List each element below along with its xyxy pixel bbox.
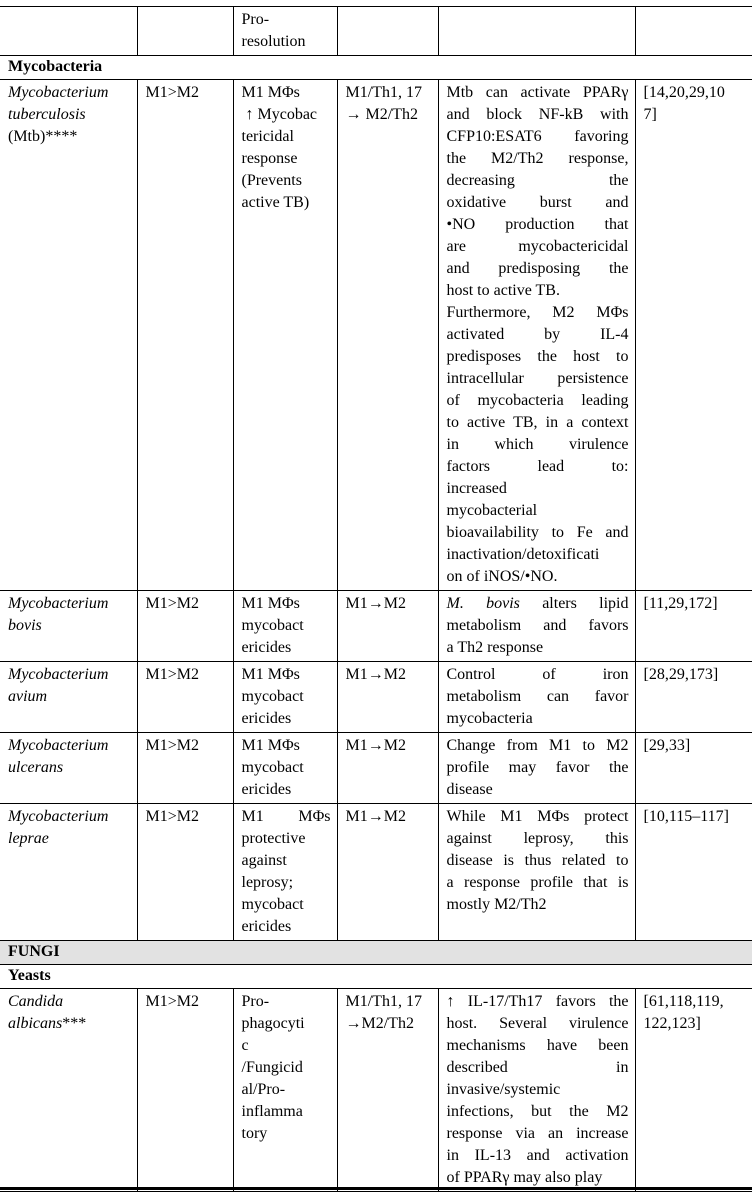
organism-cell bbox=[0, 733, 137, 804]
profile-shift-cell bbox=[337, 662, 438, 733]
table-row bbox=[0, 989, 752, 1192]
cell-line: M1 MΦs bbox=[241, 666, 300, 683]
cell-line: M1→M2 bbox=[345, 808, 406, 825]
cell-line: CFP10:ESAT6 favoring bbox=[446, 128, 629, 145]
cell-line: of mycobacteria leading bbox=[446, 392, 629, 409]
cell-line: mycobact bbox=[241, 617, 304, 634]
cell-line: (Prevents bbox=[241, 172, 302, 189]
cell-line: mycobacterial bbox=[446, 502, 538, 519]
macrophage-response-cell bbox=[233, 804, 337, 941]
cell-line: and predisposing the bbox=[446, 260, 629, 277]
cell-line: [29,33] bbox=[643, 737, 691, 754]
profile-shift-cell bbox=[337, 804, 438, 941]
section-header-yeasts: Yeasts bbox=[0, 965, 752, 989]
profile-shift-cell bbox=[337, 733, 438, 804]
cell-line: [14,20,29,10 bbox=[643, 84, 725, 101]
table-row bbox=[0, 7, 752, 56]
cell-line: c bbox=[241, 1037, 249, 1054]
cell-line: mycobacteria bbox=[446, 710, 533, 727]
cell-line: M1→M2 bbox=[345, 595, 406, 612]
cell-line: Pro- bbox=[241, 11, 270, 28]
profile-shift-cell bbox=[337, 591, 438, 662]
cell-line: [10,115–117] bbox=[643, 808, 729, 825]
cell-line: leprae bbox=[8, 830, 49, 847]
macrophage-response-cell bbox=[233, 80, 337, 591]
cell-line: [11,29,172] bbox=[643, 595, 718, 612]
table-row bbox=[0, 591, 752, 662]
cell-line: bioavailability to Fe and bbox=[446, 524, 629, 541]
cell-line: response via an increase bbox=[446, 1125, 629, 1142]
cell-line: Mycobacterium bbox=[8, 595, 109, 612]
mechanism-description-cell bbox=[438, 7, 635, 56]
cell-line: mycobact bbox=[241, 688, 304, 705]
cell-line: bovis bbox=[8, 617, 42, 634]
references-cell bbox=[635, 7, 752, 56]
references-cell bbox=[635, 804, 752, 941]
cell-line: described in bbox=[446, 1059, 629, 1076]
cell-line: ↑ IL-17/Th17 favors the bbox=[446, 993, 629, 1010]
cell-line: (Mtb)**** bbox=[8, 128, 78, 145]
cell-line: 122,123] bbox=[643, 1015, 701, 1032]
cell-line: Furthermore, M2 MΦs bbox=[446, 304, 629, 321]
macrophage-response-cell bbox=[233, 7, 337, 56]
cell-line: of PPARγ may also play bbox=[446, 1169, 603, 1186]
cell-line: infections, but the M2 bbox=[446, 1103, 629, 1120]
macrophage-response-cell bbox=[233, 733, 337, 804]
organism-cell bbox=[0, 80, 137, 591]
cell-line: Mycobacterium bbox=[8, 737, 109, 754]
cell-line: /Fungicid bbox=[241, 1059, 303, 1076]
cell-line: host to active TB. bbox=[446, 282, 560, 299]
cell-line: a Th2 response bbox=[446, 639, 544, 656]
cell-line: ↑ Mycobac bbox=[241, 106, 318, 123]
cell-line: ericides bbox=[241, 781, 292, 798]
cell-line: M1 MΦs bbox=[241, 737, 300, 754]
m1-m2-balance-cell bbox=[137, 591, 233, 662]
cell-line: activated by IL-4 bbox=[446, 326, 629, 343]
cell-line: mycobact bbox=[241, 896, 304, 913]
cell-line: M1 MΦs bbox=[241, 84, 300, 101]
cell-line: 7] bbox=[643, 106, 657, 123]
cell-line: M1>M2 bbox=[145, 84, 199, 101]
cell-line: →M2/Th2 bbox=[345, 1015, 414, 1032]
m1-m2-balance-cell bbox=[137, 733, 233, 804]
cell-line: M. bovis alters lipid bbox=[446, 595, 629, 612]
cell-line: M1>M2 bbox=[145, 808, 199, 825]
m1-m2-balance-cell bbox=[137, 804, 233, 941]
cell-line: Mycobacterium bbox=[8, 666, 109, 683]
organism-cell bbox=[0, 591, 137, 662]
cell-line: Mtb can activate PPARγ bbox=[446, 84, 629, 101]
macrophage-response-cell bbox=[233, 591, 337, 662]
cell-line: in IL-13 and activation bbox=[446, 1147, 629, 1164]
cell-line: ericides bbox=[241, 710, 292, 727]
references-cell bbox=[635, 662, 752, 733]
cell-line: response bbox=[241, 150, 298, 167]
cell-line: inactivation/detoxificati bbox=[446, 546, 600, 563]
m1-m2-balance-cell bbox=[137, 662, 233, 733]
cell-line: M1>M2 bbox=[145, 666, 199, 683]
section-row bbox=[0, 965, 752, 989]
cell-line: and block NF-kB with bbox=[446, 106, 629, 123]
profile-shift-cell bbox=[337, 80, 438, 591]
cell-line: leprosy; bbox=[241, 874, 294, 891]
cell-line: predisposes the host to bbox=[446, 348, 629, 365]
cell-line: disease bbox=[446, 781, 493, 798]
mechanism-description-cell bbox=[438, 804, 635, 941]
organism-cell bbox=[0, 662, 137, 733]
table-row bbox=[0, 804, 752, 941]
cell-line: tory bbox=[241, 1125, 268, 1142]
cell-line: active TB) bbox=[241, 194, 310, 211]
table-bottom-rule bbox=[0, 1187, 752, 1190]
section-header-mycobacteria: Mycobacteria bbox=[0, 56, 752, 80]
organism-cell bbox=[0, 7, 137, 56]
m1-m2-balance-cell bbox=[137, 989, 233, 1192]
cell-line: While M1 MΦs protect bbox=[446, 808, 629, 825]
cell-line: oxidative burst and bbox=[446, 194, 629, 211]
cell-line: protective bbox=[241, 830, 306, 847]
cell-line: M1 MΦs bbox=[241, 595, 300, 612]
cell-line: the M2/Th2 response, bbox=[446, 150, 629, 167]
cell-line: ericides bbox=[241, 918, 292, 935]
cell-line: albicans*** bbox=[8, 1015, 87, 1032]
cell-line: host. Several virulence bbox=[446, 1015, 629, 1032]
macrophage-response-cell bbox=[233, 989, 337, 1192]
cell-line: M1→M2 bbox=[345, 737, 406, 754]
cell-line: on of iNOS/•NO. bbox=[446, 568, 558, 585]
cell-line: against bbox=[241, 852, 287, 869]
cell-line: M1>M2 bbox=[145, 737, 199, 754]
references-cell bbox=[635, 989, 752, 1192]
section-header-fungi: FUNGI bbox=[0, 941, 752, 965]
cell-line: a response profile that is bbox=[446, 874, 629, 891]
cell-line: M1→M2 bbox=[345, 666, 406, 683]
cell-line: increased bbox=[446, 480, 507, 497]
references-cell bbox=[635, 80, 752, 591]
section-row bbox=[0, 941, 752, 965]
cell-line: M1/Th1, 17 bbox=[345, 84, 422, 101]
cell-line: to active TB, in a context bbox=[446, 414, 629, 431]
m1-m2-balance-cell bbox=[137, 7, 233, 56]
table-row bbox=[0, 80, 752, 591]
cell-line: profile may favor the bbox=[446, 759, 629, 776]
pathogen-macrophage-table bbox=[0, 6, 752, 1192]
cell-line: mechanisms have been bbox=[446, 1037, 629, 1054]
cell-line: decreasing the bbox=[446, 172, 629, 189]
cell-line: → M2/Th2 bbox=[345, 106, 418, 123]
m1-m2-balance-cell bbox=[137, 80, 233, 591]
cell-line: tuberculosis bbox=[8, 106, 86, 123]
cell-line: inflamma bbox=[241, 1103, 303, 1120]
mechanism-description-cell bbox=[438, 733, 635, 804]
cell-line: avium bbox=[8, 688, 48, 705]
cell-line: [28,29,173] bbox=[643, 666, 719, 683]
cell-line: Control of iron bbox=[446, 666, 629, 683]
references-cell bbox=[635, 591, 752, 662]
references-cell bbox=[635, 733, 752, 804]
cell-line: phagocyti bbox=[241, 1015, 305, 1032]
profile-shift-cell bbox=[337, 989, 438, 1192]
cell-line: mostly M2/Th2 bbox=[446, 896, 547, 913]
cell-line: ericides bbox=[241, 639, 292, 656]
cell-line: [61,118,119, bbox=[643, 993, 724, 1010]
cell-line: are mycobactericidal bbox=[446, 238, 629, 255]
cell-line: disease is thus related to bbox=[446, 852, 629, 869]
table-row bbox=[0, 733, 752, 804]
cell-line: Change from M1 to M2 bbox=[446, 737, 629, 754]
cell-line: against leprosy, this bbox=[446, 830, 629, 847]
cell-line: invasive/systemic bbox=[446, 1081, 561, 1098]
macrophage-response-cell bbox=[233, 662, 337, 733]
cell-line: metabolism can favor bbox=[446, 688, 629, 705]
cell-line: mycobact bbox=[241, 759, 304, 776]
cell-line: Mycobacterium bbox=[8, 808, 109, 825]
cell-line: •NO production that bbox=[446, 216, 629, 233]
mechanism-description-cell bbox=[438, 662, 635, 733]
cell-line: M1 MΦs bbox=[241, 808, 331, 825]
mechanism-description-cell bbox=[438, 591, 635, 662]
mechanism-description-cell bbox=[438, 80, 635, 591]
cell-line: resolution bbox=[241, 33, 306, 50]
cell-line: Mycobacterium bbox=[8, 84, 109, 101]
profile-shift-cell bbox=[337, 7, 438, 56]
cell-line: Pro- bbox=[241, 993, 270, 1010]
cell-line: Candida bbox=[8, 993, 64, 1010]
cell-line: M1>M2 bbox=[145, 595, 199, 612]
table-row bbox=[0, 662, 752, 733]
organism-cell bbox=[0, 989, 137, 1192]
cell-line: tericidal bbox=[241, 128, 294, 145]
mechanism-description-cell bbox=[438, 989, 635, 1192]
organism-cell bbox=[0, 804, 137, 941]
cell-line: metabolism and favors bbox=[446, 617, 629, 634]
cell-line: M1>M2 bbox=[145, 993, 199, 1010]
cell-line: intracellular persistence bbox=[446, 370, 629, 387]
cell-line: M1/Th1, 17 bbox=[345, 993, 422, 1010]
section-row bbox=[0, 56, 752, 80]
cell-line: in which virulence bbox=[446, 436, 629, 453]
cell-line: factors lead to: bbox=[446, 458, 629, 475]
cell-line: ulcerans bbox=[8, 759, 64, 776]
cell-line: al/Pro- bbox=[241, 1081, 286, 1098]
